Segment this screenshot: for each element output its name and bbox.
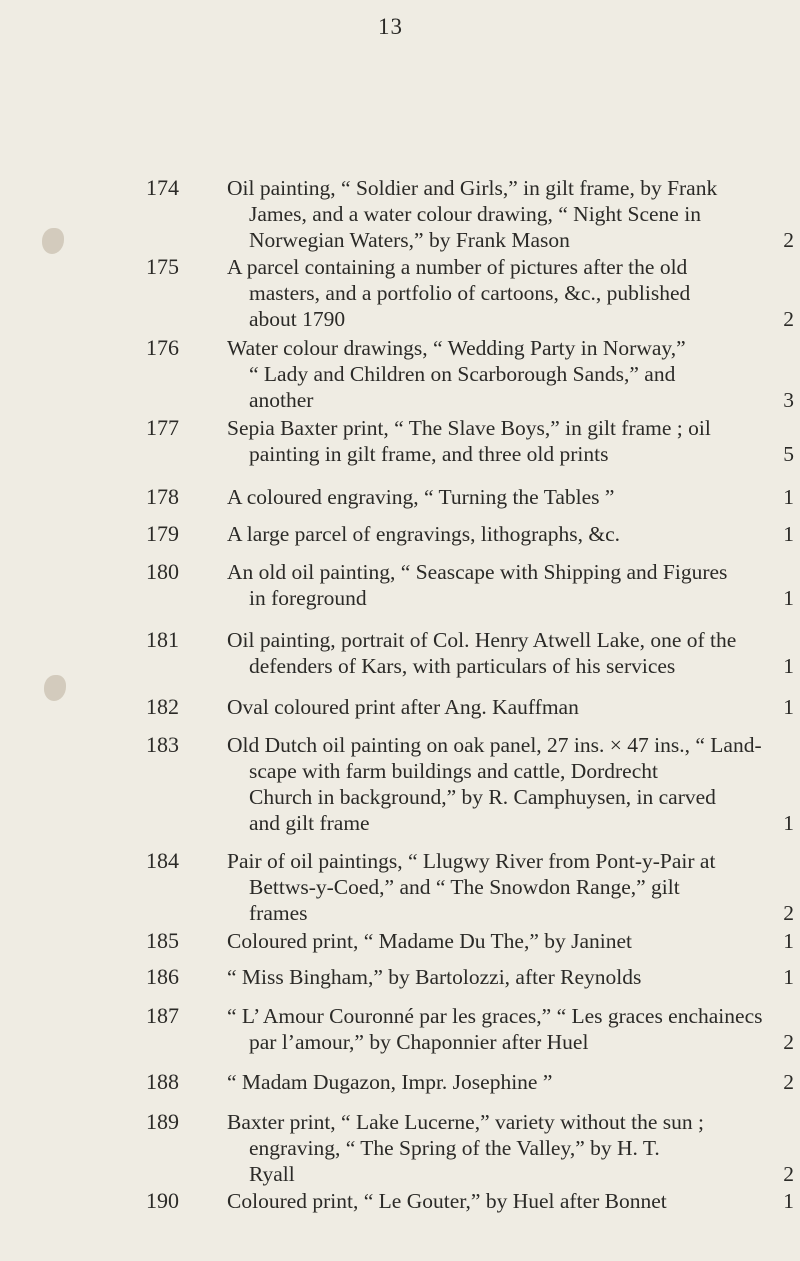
lot-description: [227, 559, 794, 611]
lot-description: [227, 964, 794, 990]
desc-line: An old oil painting, “ Seascape with Shipping and Figures: [227, 560, 728, 584]
lot-quantity: 1: [783, 695, 794, 719]
desc-line: Old Dutch oil painting on oak panel, 27 ins. × 47 ins., “ Land-: [227, 733, 762, 757]
desc-line: A coloured engraving, “ Turning the Tables ”: [227, 485, 615, 509]
paper-stain: [42, 228, 64, 254]
desc-line: Bettws-y-Coed,” and “ The Snowdon Range,” gilt: [249, 875, 680, 899]
lot-description: [227, 254, 794, 332]
lot-description: [227, 848, 794, 926]
lot-quantity: 1: [783, 965, 794, 989]
desc-line: about 1790: [249, 307, 346, 331]
lot-description: [227, 335, 794, 413]
desc-line: A large parcel of engravings, lithographs, &c.: [227, 522, 621, 546]
lot-number: 179: [146, 521, 179, 546]
lot-quantity: 1: [783, 811, 794, 835]
lot-description: [227, 415, 794, 467]
lot-description: [227, 1003, 794, 1055]
lot-quantity: 1: [783, 586, 794, 610]
desc-line: defenders of Kars, with particulars of his services: [249, 654, 676, 678]
lot-number: 188: [146, 1069, 179, 1094]
lot-description: [227, 732, 794, 836]
desc-line: Oval coloured print after Ang. Kauffman: [227, 695, 579, 719]
desc-line: Water colour drawings, “ Wedding Party in Norway,”: [227, 336, 686, 360]
lot-number: 175: [146, 254, 179, 279]
lot-description: [227, 1069, 794, 1095]
lot-quantity: 3: [783, 388, 794, 412]
lot-quantity: 1: [783, 654, 794, 678]
lot-quantity: 2: [783, 901, 794, 925]
lot-number: 178: [146, 484, 179, 509]
desc-line: in foreground: [249, 586, 367, 610]
lot-description: [227, 484, 794, 510]
lot-quantity: 2: [783, 1030, 794, 1054]
desc-line: painting in gilt frame, and three old prints: [249, 442, 609, 466]
lot-quantity: 1: [783, 522, 794, 546]
lot-quantity: 1: [783, 1189, 794, 1213]
lot-description: [227, 1109, 794, 1187]
lot-number: 174: [146, 175, 179, 200]
desc-line: Coloured print, “ Madame Du The,” by Janinet: [227, 929, 633, 953]
desc-line: Coloured print, “ Le Gouter,” by Huel after Bonnet: [227, 1189, 667, 1213]
desc-line: frames: [249, 901, 308, 925]
page-number: 13: [378, 14, 403, 39]
lot-quantity: 2: [783, 1162, 794, 1186]
desc-line: scape with farm buildings and cattle, Dordrecht: [249, 759, 658, 783]
lot-number: 187: [146, 1003, 179, 1028]
desc-line: Pair of oil paintings, “ Llugwy River from Pont-y-Pair at: [227, 849, 716, 873]
desc-line: A parcel containing a number of pictures after the old: [227, 255, 688, 279]
lot-description: [227, 627, 794, 679]
desc-line: “ L’ Amour Couronné par les graces,” “ Les graces enchainecs: [227, 1004, 763, 1028]
lot-description: [227, 175, 794, 253]
lot-quantity: 2: [783, 307, 794, 331]
desc-line: Baxter print, “ Lake Lucerne,” variety without the sun ;: [227, 1110, 705, 1134]
lot-quantity: 1: [783, 929, 794, 953]
lot-number: 184: [146, 848, 179, 873]
desc-line: another: [249, 388, 314, 412]
lot-number: 177: [146, 415, 179, 440]
lot-number: 181: [146, 627, 179, 652]
desc-line: Oil painting, portrait of Col. Henry Atwell Lake, one of the: [227, 628, 737, 652]
desc-line: Oil painting, “ Soldier and Girls,” in gilt frame, by Frank: [227, 176, 718, 200]
desc-line: and gilt frame: [249, 811, 370, 835]
lot-number: 190: [146, 1188, 179, 1213]
paper-stain: [44, 675, 66, 701]
lot-quantity: 2: [783, 228, 794, 252]
desc-line: “ Madam Dugazon, Impr. Josephine ”: [227, 1070, 553, 1094]
desc-line: Sepia Baxter print, “ The Slave Boys,” in gilt frame ; oil: [227, 416, 711, 440]
lot-number: 186: [146, 964, 179, 989]
lot-number: 183: [146, 732, 179, 757]
lot-quantity: 2: [783, 1070, 794, 1094]
lot-description: [227, 521, 794, 547]
lot-number: 185: [146, 928, 179, 953]
desc-line: “ Lady and Children on Scarborough Sands,” and: [249, 362, 676, 386]
desc-line: engraving, “ The Spring of the Valley,” by H. T.: [249, 1136, 660, 1160]
desc-line: “ Miss Bingham,” by Bartolozzi, after Reynolds: [227, 965, 642, 989]
lot-quantity: 5: [783, 442, 794, 466]
desc-line: Norwegian Waters,” by Frank Mason: [249, 228, 570, 252]
lot-number: 180: [146, 559, 179, 584]
desc-line: Ryall: [249, 1162, 295, 1186]
lot-quantity: 1: [783, 485, 794, 509]
lot-description: [227, 1188, 794, 1214]
desc-line: masters, and a portfolio of cartoons, &c., published: [249, 281, 691, 305]
lot-number: 182: [146, 694, 179, 719]
desc-line: James, and a water colour drawing, “ Night Scene in: [249, 202, 701, 226]
lot-description: [227, 928, 794, 954]
desc-line: Church in background,” by R. Camphuysen, in carved: [249, 785, 716, 809]
lot-description: [227, 694, 794, 720]
lot-number: 189: [146, 1109, 179, 1134]
lot-number: 176: [146, 335, 179, 360]
desc-line: par l’amour,” by Chaponnier after Huel: [249, 1030, 589, 1054]
